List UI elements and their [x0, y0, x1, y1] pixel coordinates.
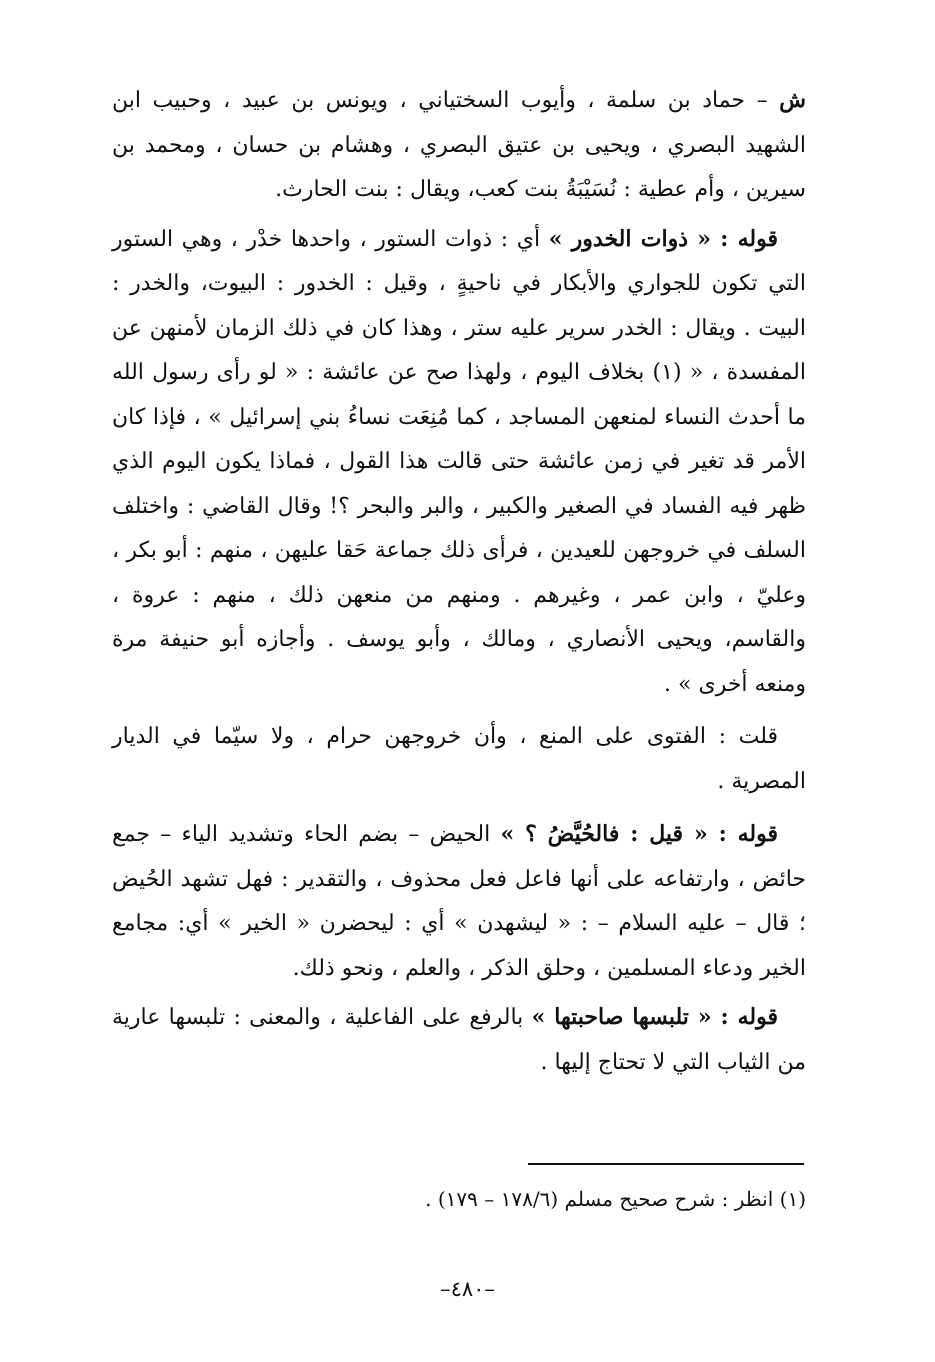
paragraph-1-text: – حماد بن سلمة ، وأيوب السختياني ، ويونس بن عبيد ، وحبيب ابن الشهيد البصري ، ويحيى بن عتيق البصري ، وهشام بن حسان ، ومحمد بن سيرين ، وأم عطية : نُسَيْبَةُ بنت كعب، ويقال : بنت الحارث.	[112, 88, 806, 202]
main-text	[112, 78, 806, 1085]
paragraph-3: قلت : الفتوى على المنع ، وأن خروجهن حرام ، ولا سيّما في الديار المصرية .	[112, 724, 806, 794]
paragraph-4	[112, 812, 806, 991]
paragraph-1-lead: ش	[779, 87, 806, 113]
paragraph-2-text: أي : ذوات الستور ، واحدها خدْر ، وهي الستور التي تكون للجواري والأبكار في ناحيةٍ ، وقيل : الخدور : البيوت، والخدر : البيت . ويقال : الخدر سرير عليه ستر ، وهذا كان في ذلك الزمان لأمنهن عن المفسدة ، « (١) بخلاف اليوم ، ولهذا صح عن عائشة : « لو رأى رسول الله ما أحدث النساء لمنعهن المساجد ، كما مُنِعَت نساءُ بني إسرائيل » ، فإذا كان الأمر قد تغير في زمن عائشة حتى قالت هذا القول ، فماذا يكون اليوم الذي ظهر فيه الفساد في الصغير والكبير ، والبر والبحر ؟! وقال القاضي : واختلف السلف في خروجهن للعيدين ، فرأى ذلك جماعة حَقا عليهن ، منهم : أبو بكر ، وعليّ ، وابن عمر ، وغيرهم . ومنهم من منعهن ذلك ، منهم : عروة ، والقاسم، ويحيى الأنصاري ، ومالك ، وأبو يوسف . وأجازه أبو حنيفة مرة ومنعه أخرى » .	[112, 226, 806, 697]
paragraph-5	[112, 995, 806, 1085]
page-number: –٤٨٠–	[440, 1277, 495, 1301]
paragraph-4-text: الحيض – بضم الحاء وتشديد الياء – جمع حائض ، وارتفاعه على أنها فاعل فعل محذوف ، والتقدير : فهل تشهد الحُيض ؛ قال – عليه السلام – : « ليشهدن » أي : ليحضرن « الخير » أي: مجامع الخير ودعاء المسلمين ، وحلق الذكر ، والعلم ، ونحو ذلك.	[112, 822, 806, 981]
paragraph-4-lead: قوله : « قيل : فالحُيَّضُ ؟ »	[500, 821, 778, 847]
paragraph-5-text: بالرفع على الفاعلية ، والمعنى : تلبسها عارية من الثياب التي لا تحتاج إليها .	[112, 1005, 806, 1075]
paragraph-5-lead: قوله : « تلبسها صاحبتها »	[531, 1004, 778, 1030]
paragraph-2	[112, 217, 806, 708]
footnote: (١) انظر : شرح صحيح مسلم (١٧٨/٦ – ١٧٩) .	[425, 1187, 806, 1211]
footnote-divider	[528, 1163, 804, 1165]
paragraph-1	[112, 78, 806, 213]
paragraph-2-lead: قوله : « ذوات الخدور »	[548, 225, 778, 252]
